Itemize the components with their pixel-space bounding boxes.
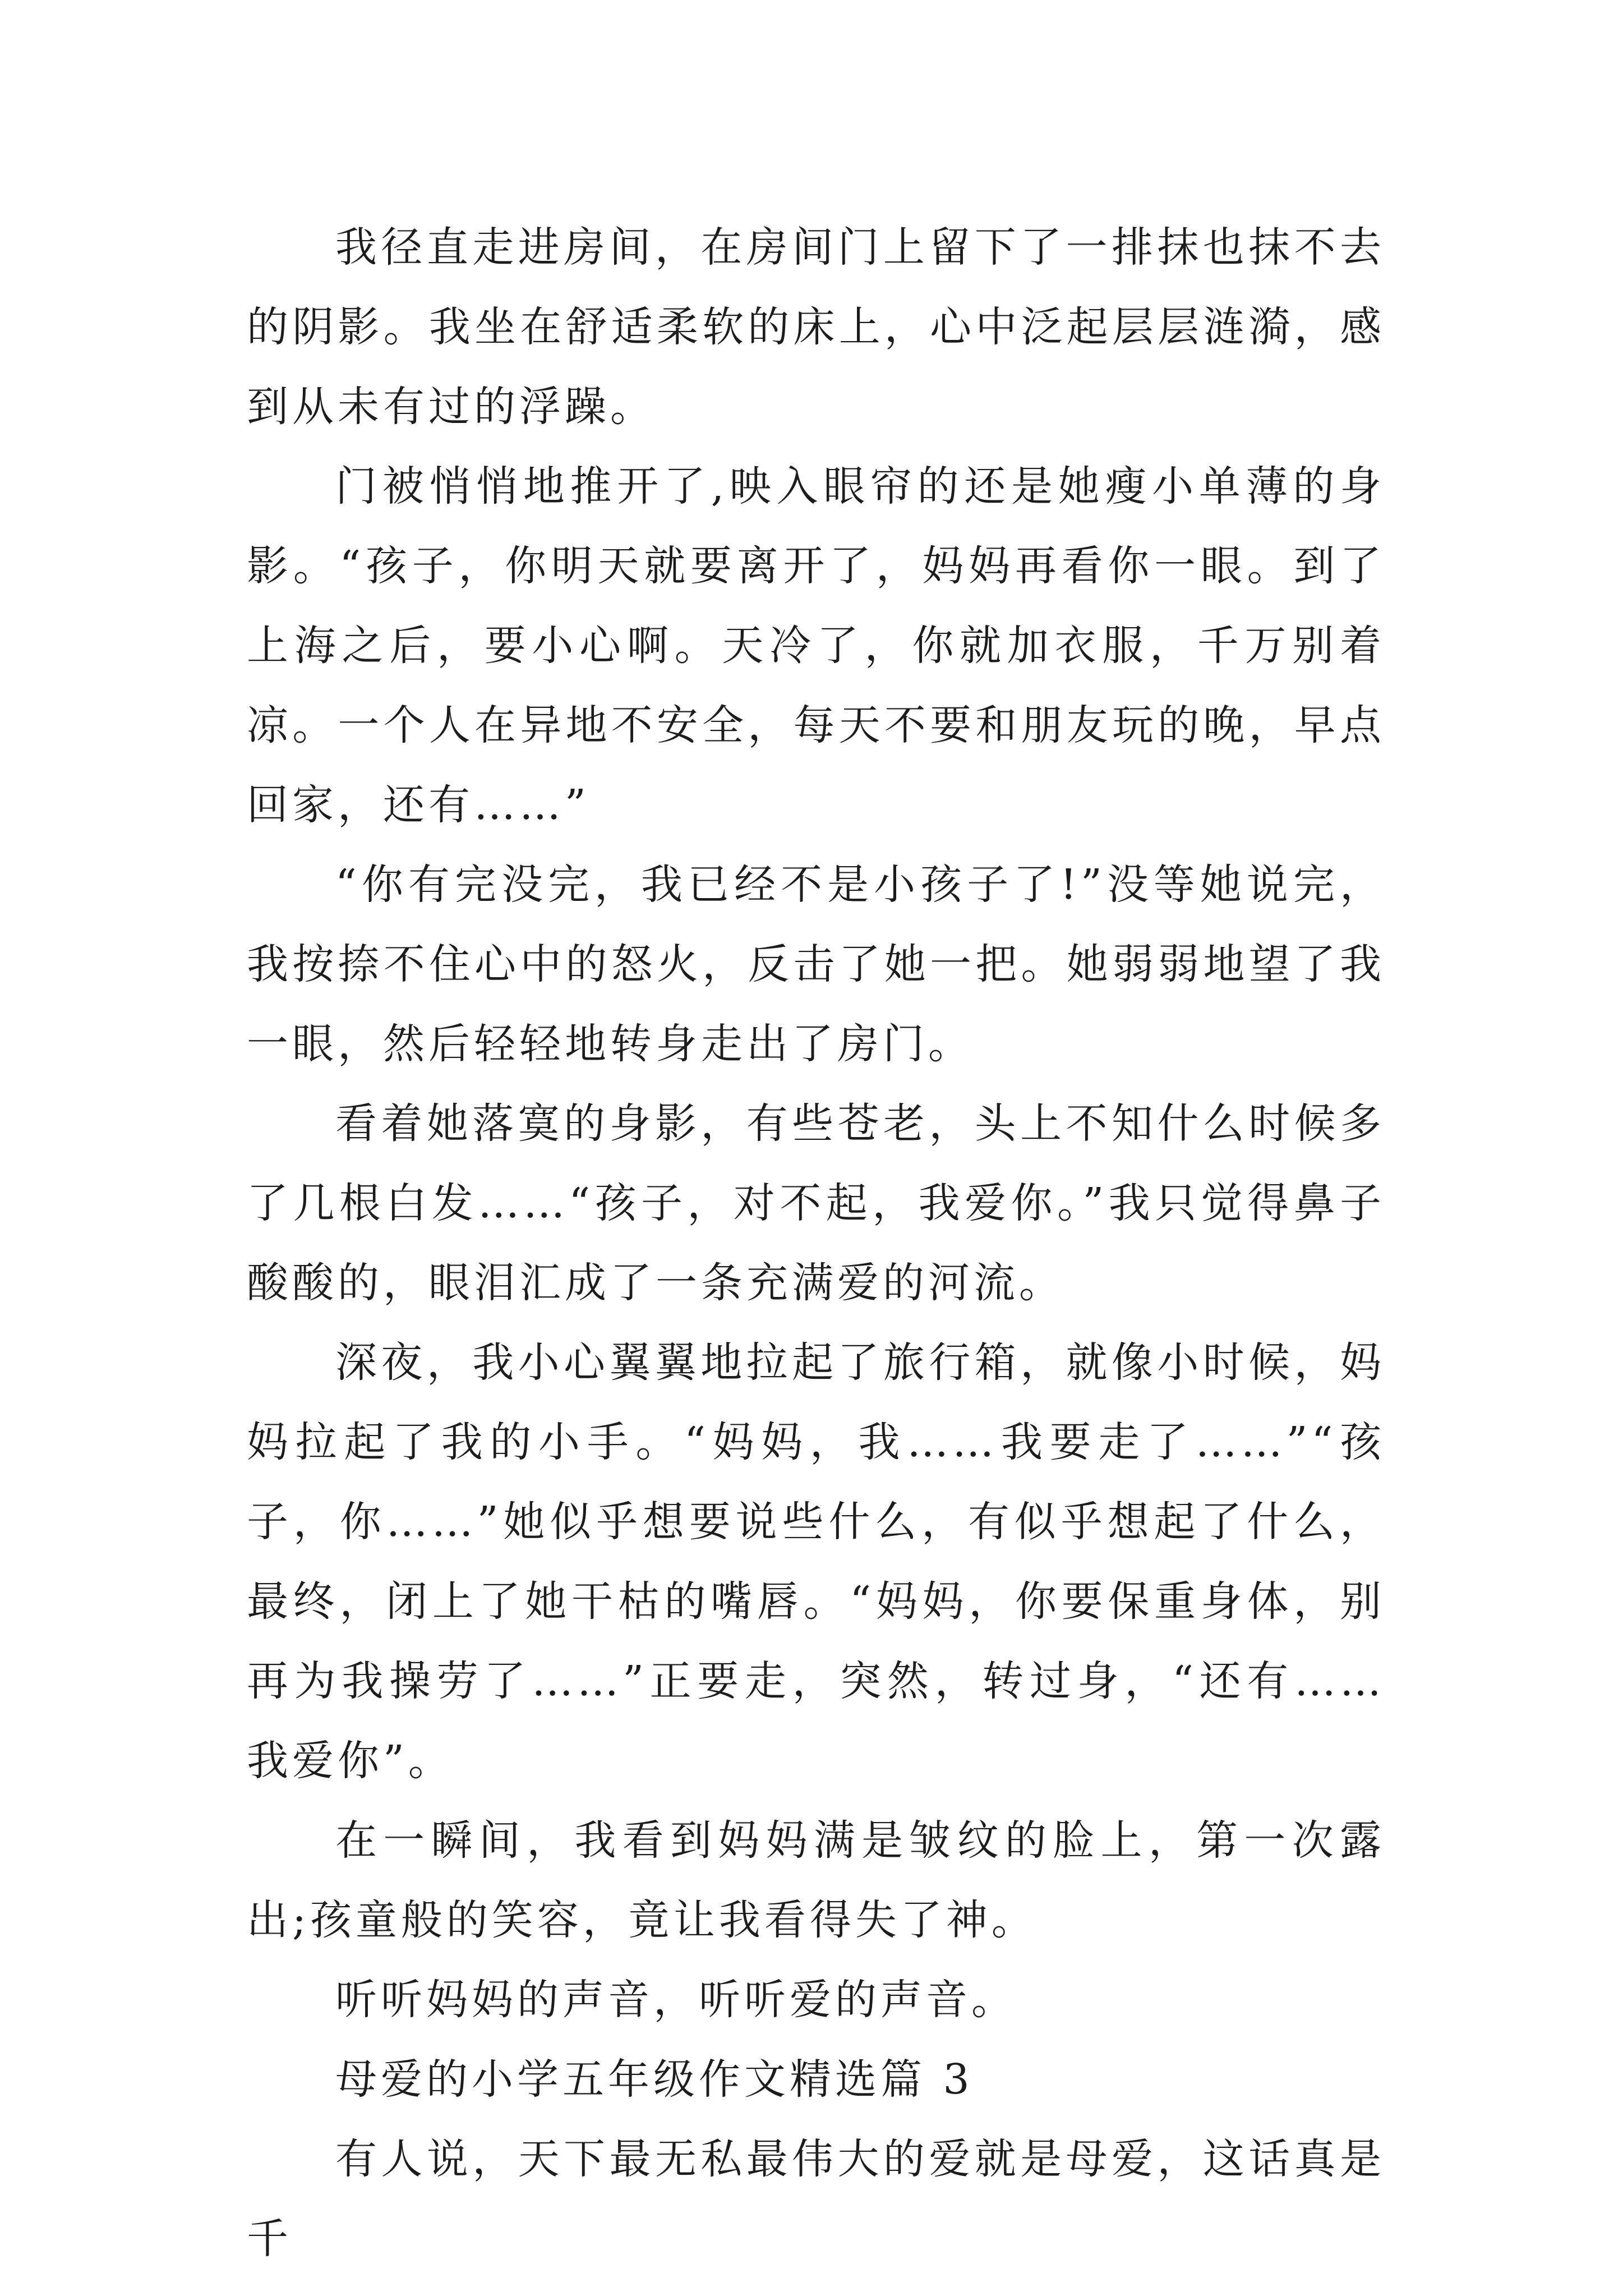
paragraph: 看着她落寞的身影，有些苍老，头上不知什么时候多了几根白发……“孩子，对不起，我爱你。”我只觉得鼻子酸酸的，眼泪汇成了一条充满爱的河流。: [247, 1099, 1385, 1307]
paragraph: “你有完没完，我已经不是小孩子了!”没等她说完，我按捺不住心中的怒火，反击了她一把。她弱弱地望了我一眼，然后轻轻地转身走出了房门。: [247, 861, 1385, 1068]
paragraph: 有人说，天下最无私最伟大的爱就是母爱，这话真是千: [247, 2135, 1385, 2263]
section-heading: 母爱的小学五年级作文精选篇 3: [335, 2055, 974, 2104]
paragraph: 我径直走进房间，在房间门上留下了一排抹也抹不去的阴影。我坐在舒适柔软的床上，心中泛起层层涟漪，感到从未有过的浮躁。: [247, 223, 1385, 431]
paragraph: 门被悄悄地推开了,映入眼帘的还是她瘦小单薄的身影。“孩子，你明天就要离开了，妈妈再看你一眼。到了上海之后，要小心啊。天冷了，你就加衣服，千万别着凉。一个人在异地不安全，每天不要和朋友玩的晚，早点回家，还有……”: [247, 462, 1385, 829]
paragraph: 听听妈妈的声音，听听爱的声音。: [335, 1976, 1017, 2024]
document-body: [247, 208, 1385, 2279]
paragraph: 在一瞬间，我看到妈妈满是皱纹的脸上，第一次露出;孩童般的笑容，竟让我看得失了神。: [247, 1816, 1385, 1944]
paragraph: 深夜，我小心翼翼地拉起了旅行箱，就像小时候，妈妈拉起了我的小手。“妈妈，我……我要走了……”“孩子，你……”她似乎想要说些什么，有似乎想起了什么，最终，闭上了她干枯的嘴唇。“妈妈，你要保重身体，别再为我操劳了……”正要走，突然，转过身，“还有……我爱你”。: [247, 1338, 1385, 1785]
